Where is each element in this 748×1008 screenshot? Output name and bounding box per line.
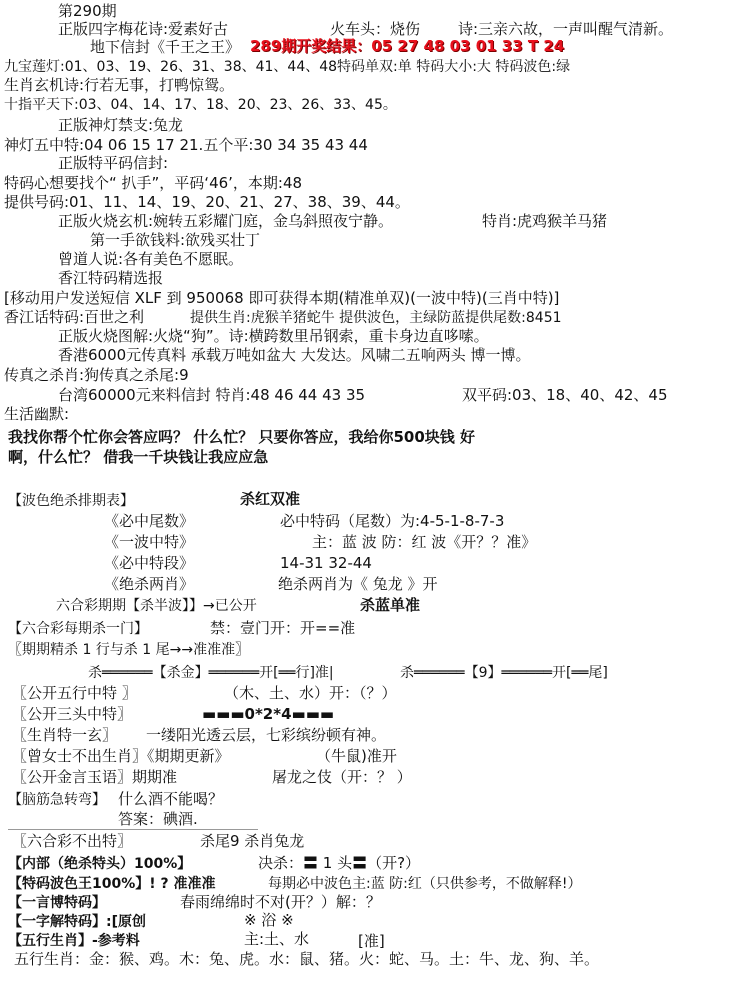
element-zodiac-accurate: [准]	[358, 932, 385, 950]
one-word-value: 春雨绵绵时不对(开？）解：？	[180, 893, 381, 911]
zodiac-mystery-value: 一缕阳光透云层，七彩缤纷顿有神。	[146, 726, 387, 744]
kill-tail: 杀══════【9】══════开[══尾]	[400, 665, 608, 681]
envelope-heading: 正版特平码信封:	[58, 154, 169, 172]
kill-metal: 杀══════【杀金】══════开[══行]准|	[88, 665, 334, 681]
element-tail-kill: 〖期期精杀 1 行与杀 1 尾→→准准准〗	[8, 642, 250, 658]
three-head-value: ▬▬▬0*2*4▬▬▬	[202, 705, 335, 723]
wave-value: 主：蓝 波 防：红 波《开？？准》	[312, 533, 537, 551]
char-riddle-value: ※ 浴 ※	[244, 911, 294, 929]
tail-value: 必中特码（尾数）为:4-5-1-8-7-3	[280, 512, 505, 530]
color-king-value: 每期必中波色主:蓝 防:红（只供参考，不做解释!）	[268, 876, 582, 892]
no-special-label: 〖六合彩不出特〗	[12, 832, 133, 850]
segment-value: 14-31 32-44	[280, 554, 372, 572]
sms-line: [移动用户发送短信 XLF 到 950068 即可获得本期(精准单双)(一波中特)(三肖中特)]	[4, 289, 560, 307]
newspaper-title: 香江特码精选报	[58, 269, 164, 287]
fax-kill: 传真之杀肖:狗传真之杀尾:9	[4, 366, 189, 384]
issue-number: 第290期	[58, 2, 117, 20]
ms-zeng-value: （牛鼠)准开	[316, 747, 397, 765]
taoist-saying: 曾道人说:各有美色不愿眠。	[58, 250, 244, 268]
riddle-label: 【脑筋急转弯】	[8, 792, 106, 808]
zodiac-riddle: 生肖玄机诗:行若无事，打鸭惊鸳。	[4, 76, 235, 94]
ms-zeng-label: 〖曾女士不出生肖〗《期期更新》	[12, 747, 230, 765]
inner-kill-value: 决杀：〓 1 头〓（开?）	[258, 854, 421, 872]
humor-heading: 生活幽默:	[4, 405, 70, 423]
tw-envelope: 台湾60000元来料信封 特肖:48 46 44 43 35	[58, 386, 366, 404]
five-element-label: 〖公开五行中特 〗	[12, 684, 137, 702]
special-zodiac: 特肖:虎鸡猴羊马猪	[482, 212, 608, 230]
element-zodiac-label: 【五行生肖】-参考料	[8, 933, 140, 949]
wave-label: 《一波中特》	[104, 533, 195, 551]
kill-red: 杀红双准	[240, 490, 301, 508]
kill-door-value: 禁：壹门开：开==准	[210, 619, 356, 637]
five-element-value: （木、土、水）开：（？）	[224, 684, 397, 702]
joke-line-2: 啊，什么忙？ 借我一千块钱让我应应急	[8, 448, 269, 466]
kill-two-label: 《绝杀两肖》	[104, 575, 195, 593]
half-wave-kill: 六合彩期期【杀半波】】→已公开	[56, 598, 257, 614]
train-head: 火车头：烧伤	[330, 20, 421, 38]
ten-finger-line: 十指平天下:03、04、14、17、18、20、23、26、33、45。	[4, 97, 397, 113]
riddle-question: 什么酒不能喝？	[118, 790, 224, 808]
element-zodiac-main: 主:土、水	[244, 930, 310, 948]
element-zodiac-list: 五行生肖：金：猴、鸡。木：兔、虎。水：鼠、猪。火：蛇、马。土：牛、龙、狗、羊。	[14, 950, 600, 968]
hk-fax: 香港6000元传真料 承载万吨如盆大 大发达。风啸二五响两头 博一博。	[58, 346, 531, 364]
draw-result: 289期开奖结果：05 27 48 03 01 33 T 24	[250, 37, 565, 55]
fire-riddle: 正版火烧玄机:婉转五彩耀门庭，金乌斜照夜宁静。	[58, 212, 394, 230]
joke-line-1: 我找你帮个忙你会答应吗？ 什么忙？ 只要你答应，我给你500块钱 好	[8, 428, 475, 446]
inner-kill-label: 【内部（绝杀特头）100%】	[8, 856, 192, 872]
golden-words-label: 〖公开金言玉语〗期期准	[12, 768, 178, 786]
kill-blue: 杀蓝单准	[360, 596, 421, 614]
underground-envelope: 地下信封《千王之王》	[90, 38, 241, 56]
one-word-label: 【一言博特码】	[8, 895, 106, 911]
lamp-ban: 正版神灯禁支:兔龙	[58, 116, 184, 134]
lamp-five: 神灯五中特:04 06 15 17 21.五个平:30 34 35 43 44	[4, 136, 368, 154]
segment-label: 《必中特段》	[104, 554, 195, 572]
poem-line: 诗:三亲六故，一声叫醒气清新。	[458, 20, 674, 38]
golden-words-value: 屠龙之伎（开：？ ）	[272, 768, 412, 786]
tail-label: 《必中尾数》	[104, 512, 195, 530]
plum-poem: 正版四字梅花诗:爱素好古	[58, 20, 229, 38]
nine-lotus-line: 九宝莲灯:01、03、19、26、31、38、41、44、48特码单双:单 特码大小:大 特码波色:绿	[4, 59, 571, 75]
kill-two-value: 绝杀两肖为《 兔龙 》开	[278, 575, 438, 593]
no-special-value: 杀尾9 杀肖兔龙	[200, 832, 305, 850]
first-hand: 第一手欲钱料:欲残买壮丁	[90, 231, 261, 249]
riddle-answer: 答案：碘酒.	[118, 810, 198, 828]
color-kill-table: 【波色绝杀排期表】	[8, 493, 134, 509]
double-flat: 双平码:03、18、40、42、45	[462, 386, 668, 404]
pickpocket-line: 特码心想要找个“ 扒手”，平码‘46’，本期:48	[4, 174, 303, 192]
divider	[8, 829, 258, 830]
provided-numbers: 提供号码:01、11、14、19、20、21、27、38、39、44。	[4, 193, 410, 211]
char-riddle-label: 【一字解特码】:[原创	[8, 914, 146, 930]
zodiac-mystery-label: 〖生肖特一玄〗	[12, 726, 118, 744]
fire-illustration: 正版火烧图解:火烧“狗”。诗:横跨数里吊钢索，重卡身边直哆嗦。	[58, 327, 489, 345]
color-king-label: 【特码波色王100%】! ? 准准准	[8, 876, 216, 892]
three-head-label: 〖公开三头中特〗	[12, 705, 133, 723]
kill-door-label: 【六合彩每期杀一门】	[8, 621, 148, 637]
hk-special-phrase: 香江话特码:百世之利	[4, 308, 145, 326]
provided-zodiac: 提供生肖:虎猴羊猪蛇牛 提供波色，主绿防蓝提供尾数:8451	[190, 310, 562, 326]
